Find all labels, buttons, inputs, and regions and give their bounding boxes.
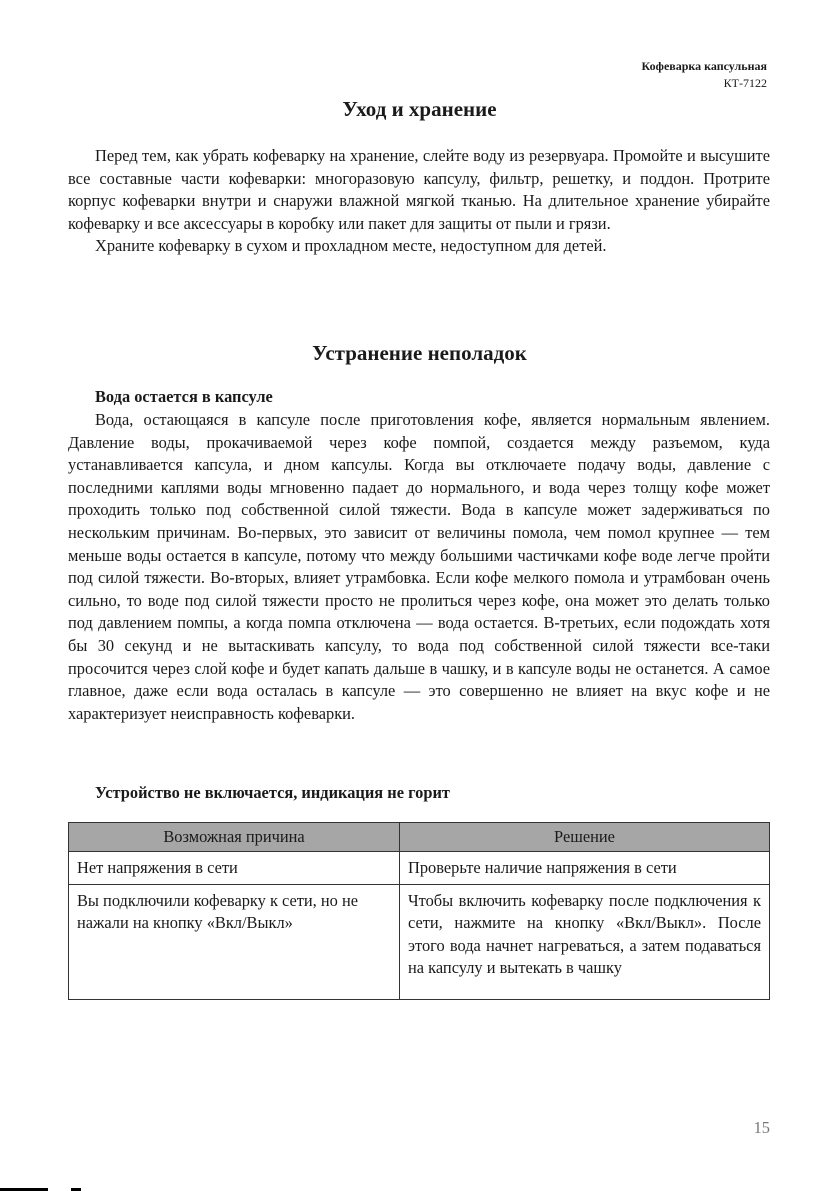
troubleshooting-title: Устранение неполадок [312, 341, 527, 365]
column-header-cause: Возможная причина [69, 823, 400, 852]
water-subtitle: Вода остается в капсуле [95, 387, 273, 406]
solution-cell: Проверьте наличие напряжения в сети [400, 852, 770, 885]
care-title: Уход и хранение [342, 97, 497, 121]
water-text [68, 409, 770, 725]
product-name: Кофеварка капсульная [641, 59, 767, 73]
model-number: КТ-7122 [723, 76, 767, 90]
cause-cell: Нет напряжения в сети [69, 852, 400, 885]
care-paragraph-1: Перед тем, как убрать кофеварку на хранение, слейте воду из резервуара. Промойте и высушите все составные части кофеварки: многоразовую капсулу, фильтр, решетку, и поддон. Протрите корпус кофеварки внутри и снаружи влажной мягкой тканью. На длительное хранение убирайте кофеварку и все аксессуары в коробку или пакет для защиты от пыли и грязи. [68, 146, 770, 233]
power-subtitle: Устройство не включается, индикация не горит [95, 783, 450, 802]
cause-cell: Вы подключили кофеварку к сети, но не нажали на кнопку «Вкл/Выкл» [69, 884, 400, 999]
troubleshooting-table [68, 822, 770, 1000]
table-header-row [69, 823, 770, 852]
column-header-solution: Решение [400, 823, 770, 852]
care-text [68, 145, 770, 258]
page-number: 15 [753, 1118, 770, 1137]
water-paragraph: Вода, остающаяся в капсуле после приготовления кофе, является нормальным явлением. Давление воды, прокачиваемой через кофе помпой, создается между разъемом, куда устанавливается капсула, и дном капсулы. Когда вы отключаете подачу воды, давление с последними каплями воды мгновенно падает до нормального, и вода через толщу кофе может проходить только под собственной силой тяжести. Вода в капсуле может задерживаться по нескольким причинам. Во-первых, это зависит от величины помола, чем помол крупнее — тем меньше воды остается в капсуле, потому что между большими частичками кофе воде легче пройти под силой тяжести. Во-вторых, влияет утрамбовка. Если кофе мелкого помола и утрамбован очень сильно, то воде под силой тяжести просто не пролиться через кофе, она может это делать только под давлением помпы, а когда помпа отключена — вода остается. В-третьих, если подождать хотя бы 30 секунд и не вытаскивать капсулу, то вода под собственной силой тяжести все-таки просочится через слой кофе и будет капать дальше в чашку, и в капсуле воды не останется. А самое главное, даже если вода осталась в капсуле — это совершенно не влияет на вкус кофе и не характеризует неисправность кофеварки. [68, 410, 770, 723]
table-row [69, 852, 770, 885]
running-header [642, 58, 767, 92]
care-paragraph-2: Храните кофеварку в сухом и прохладном месте, недоступном для детей. [95, 236, 607, 256]
solution-cell: Чтобы включить кофеварку после подключения к сети, нажмите на кнопку «Вкл/Выкл». После этого вода начнет нагреваться, а затем подаваться на капсулу и вытекать в чашку [400, 884, 770, 999]
table-row [69, 884, 770, 999]
